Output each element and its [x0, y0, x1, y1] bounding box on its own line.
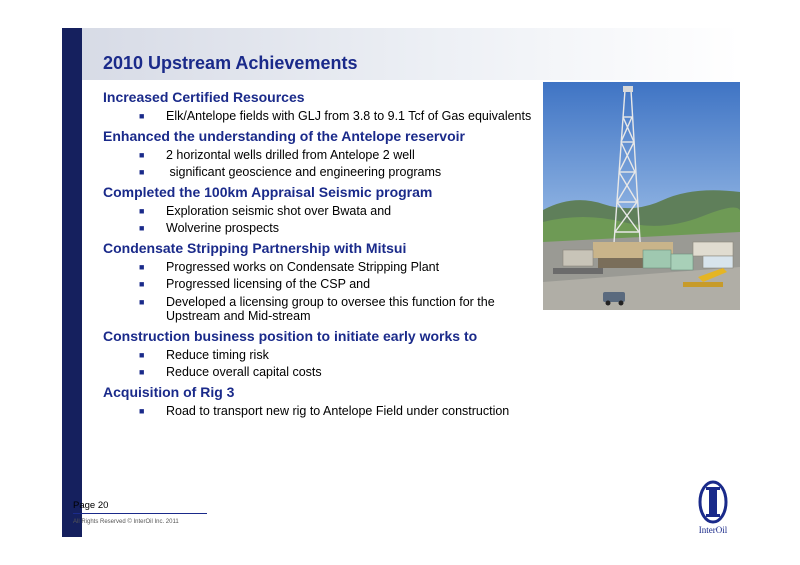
list-item-text: Exploration seismic shot over Bwata and: [166, 203, 392, 218]
square-bullet-icon: ■: [139, 349, 145, 360]
list-item-text: Elk/Antelope fields with GLJ from 3.8 to 9.1 Tcf of Gas equivalents: [166, 109, 532, 123]
square-bullet-icon: ■: [139, 405, 145, 416]
square-bullet-icon: ■: [139, 223, 145, 233]
square-bullet-icon: ■: [139, 111, 145, 121]
list-item-text: Reduce timing risk: [166, 347, 269, 362]
list-item: [103, 348, 543, 363]
square-bullet-icon: ■: [139, 296, 145, 307]
section-heading: Acquisition of Rig 3: [103, 383, 235, 400]
list-item: [103, 165, 543, 180]
list-item: [103, 277, 543, 292]
list-item-text: Progressed licensing of the CSP and: [166, 277, 371, 291]
interoil-logo-icon: [696, 478, 730, 528]
section-heading: Enhanced the understanding of the Antelope reservoir: [103, 127, 465, 144]
list-item-text: Developed a licensing group to oversee this function for the Upstream and Mid-stream: [166, 294, 495, 323]
achievements-list: [103, 88, 543, 421]
square-bullet-icon: ■: [139, 149, 145, 160]
list-item: [103, 295, 496, 324]
square-bullet-icon: ■: [139, 367, 145, 377]
square-bullet-icon: ■: [139, 205, 145, 216]
list-item: [103, 148, 543, 163]
list-item-text: Reduce overall capital costs: [166, 365, 322, 379]
section-heading: Condensate Stripping Partnership with Mitsui: [103, 239, 407, 256]
left-accent-bar: [62, 28, 82, 537]
list-item: [103, 221, 543, 236]
list-item: [103, 204, 543, 219]
section-heading: Completed the 100km Appraisal Seismic program: [103, 183, 433, 200]
slide-title: 2010 Upstream Achievements: [103, 53, 358, 73]
list-item-text: Progressed works on Condensate Stripping Plant: [166, 259, 440, 274]
logo-wordmark: InterOil: [698, 525, 728, 535]
square-bullet-icon: ■: [139, 261, 145, 272]
section-heading: Increased Certified Resources: [103, 89, 305, 105]
list-item: [103, 365, 543, 380]
footer-divider: [73, 513, 207, 514]
drilling-rig-photo: [543, 82, 740, 310]
list-item-text: significant geoscience and engineering programs: [166, 165, 442, 179]
list-item: [103, 109, 543, 124]
square-bullet-icon: ■: [139, 279, 145, 289]
section-heading: Construction business position to initiate early works to: [103, 327, 478, 344]
list-item: [103, 404, 543, 419]
list-item: [103, 260, 543, 275]
page-number: Page 20: [73, 500, 109, 511]
list-item-text: 2 horizontal wells drilled from Antelope 2 well: [166, 147, 415, 162]
list-item-text: Wolverine prospects: [166, 221, 280, 235]
square-bullet-icon: ■: [139, 167, 145, 177]
copyright-text: All Rights Reserved © InterOil Inc. 2011: [73, 519, 179, 525]
list-item-text: Road to transport new rig to Antelope Field under construction: [166, 403, 510, 418]
